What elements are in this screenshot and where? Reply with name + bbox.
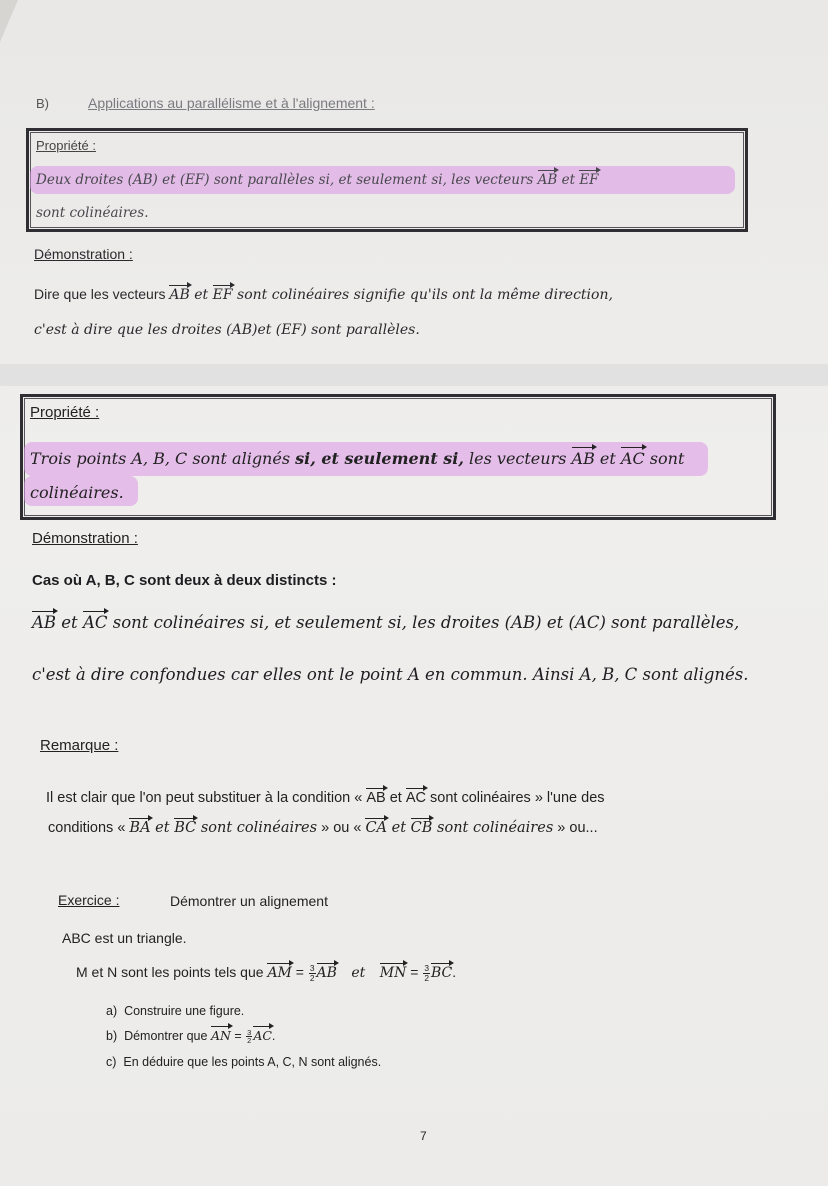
demonstration-2-line-1: AB et AC sont colinéaires si, et seulement si, les droites (AB) et (AC) sont parallèles, bbox=[32, 613, 740, 632]
vector-ef: EF bbox=[579, 172, 599, 188]
vector-ac: AC bbox=[253, 1028, 272, 1043]
fraction-3-2: $\frac{3}{2}$ bbox=[309, 963, 315, 983]
demonstration-2-case: Cas où A, B, C sont deux à deux distincts : bbox=[32, 572, 337, 589]
scan-shadow bbox=[0, 364, 828, 386]
property-2-line-2: colinéaires. bbox=[30, 483, 124, 502]
vector-bc: BC bbox=[174, 820, 197, 836]
vector-an: AN bbox=[210, 1028, 231, 1043]
fraction-3-2: $\frac{3}{2}$ bbox=[247, 1027, 252, 1046]
page-number: 7 bbox=[420, 1129, 427, 1143]
demonstration-1-line-2: c'est à dire que les droites (AB)et (EF) sont parallèles. bbox=[34, 322, 420, 338]
remark-line-1: Il est clair que l'on peut substituer à la condition « AB et AC sont colinéaires » l'une des bbox=[46, 790, 605, 806]
exercise-item-c: c) En déduire que les points A, C, N sont alignés. bbox=[106, 1055, 382, 1069]
exercise-definition: M et N sont les points tels que AM = $\frac{3}{2}$ AB et MN = $\frac{3}{2}$ BC. bbox=[76, 963, 457, 983]
vector-ab: AB bbox=[169, 287, 190, 303]
demonstration-1-line-1: Dire que les vecteurs AB et EF sont colinéaires signifie qu'ils ont la même direction, bbox=[34, 286, 613, 303]
vector-ab: AB bbox=[537, 172, 558, 188]
vector-am: AM bbox=[267, 965, 292, 981]
demonstration-2-heading: Démonstration : bbox=[32, 530, 138, 547]
vector-ab: AB bbox=[366, 790, 386, 806]
exercise-heading: Exercice : bbox=[58, 892, 120, 908]
property-1-line-1: Deux droites (AB) et (EF) sont parallèles si, et seulement si, les vecteurs AB et EF bbox=[36, 172, 599, 188]
remark-heading: Remarque : bbox=[40, 737, 119, 754]
vector-bc: BC bbox=[430, 965, 453, 981]
vector-ab: AB bbox=[571, 449, 595, 468]
exercise-item-a: a) Construire une figure. bbox=[106, 1004, 245, 1018]
vector-ac: AC bbox=[82, 613, 108, 632]
vector-cb: CB bbox=[410, 820, 433, 836]
vector-ba: BA bbox=[129, 820, 151, 836]
property-1-heading: Propriété : bbox=[36, 138, 96, 153]
demonstration-2-line-2: c'est à dire confondues car elles ont le point A en commun. Ainsi A, B, C sont alignés. bbox=[32, 665, 749, 684]
vector-ac: AC bbox=[405, 790, 427, 806]
exercise-item-b: b) Démontrer que AN = $\frac{3}{2}$ AC. bbox=[106, 1027, 276, 1046]
vector-ef: EF bbox=[212, 287, 233, 303]
exercise-title: Démontrer un alignement bbox=[170, 893, 328, 909]
property-2-line-1: Trois points A, B, C sont alignés si, et seulement si, les vecteurs AB et AC sont bbox=[30, 449, 685, 468]
section-label: B) bbox=[36, 96, 49, 111]
vector-mn: MN bbox=[379, 965, 407, 981]
vector-ab: AB bbox=[316, 965, 337, 981]
vector-ac: AC bbox=[620, 449, 645, 468]
demonstration-1-heading: Démonstration : bbox=[34, 246, 133, 262]
property-1-line-2: sont colinéaires. bbox=[36, 205, 149, 221]
vector-ab: AB bbox=[32, 613, 57, 632]
page-corner bbox=[0, 0, 18, 42]
vector-ca: CA bbox=[365, 820, 388, 836]
fraction-3-2: $\frac{3}{2}$ bbox=[424, 963, 429, 983]
remark-line-2: conditions « BA et BC sont colinéaires » ou « CA et CB sont colinéaires » ou... bbox=[48, 820, 598, 836]
property-2-heading: Propriété : bbox=[30, 404, 100, 421]
section-title: Applications au parallélisme et à l'alignement : bbox=[88, 95, 375, 111]
exercise-intro: ABC est un triangle. bbox=[62, 930, 187, 946]
